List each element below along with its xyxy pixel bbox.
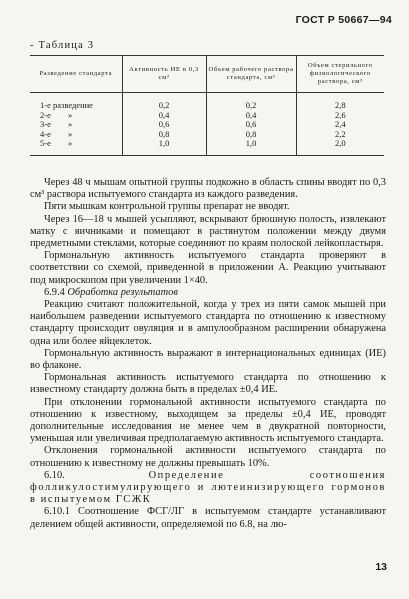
dilution-number: 5-е [40,138,51,148]
dilution-number: 3-е [40,119,51,129]
dilution-number: 4-е [40,128,51,139]
paragraph: Отклонения гормональной активности испытуемого стандарта по отношению к известному не должны превышать 10%. [30,445,386,469]
working-volume-cell: 1,0 [206,139,296,155]
working-volume-cell: 0,4 [206,111,296,121]
column-header-dilution: Разведение стандарта [30,56,122,93]
saline-volume-cell: 2,8 [296,93,384,111]
paragraph: Гормональную активность испытуемого стандарта проверяют в соответствии со схемой, приведенной в приложении А. Реакцию учитывают под микроскопом при увеличении 1×40. [30,250,386,286]
working-volume-cell: 0,6 [206,120,296,130]
paragraph: Реакцию считают положительной, когда у трех из пяти самок мышей при наибольшем разведении испытуемого стандарта по отношению к известному стандарту происходит овуляция и в ампулообразном расширении обнаружена одна или более яйцеклеток. [30,299,386,347]
table-caption-text: Таблица 3 [38,40,95,51]
ditto-mark: » [68,138,73,148]
paragraph: Через 48 ч мышам опытной группы подкожно в область спины вводят по 0,3 см³ раствора испытуемого стандарта из каждого разведения. [30,177,386,201]
standard-code: ГОСТ Р 50667—94 [295,14,392,26]
saline-volume-cell: 2,4 [296,120,384,130]
page-number: 13 [375,561,387,573]
activity-cell: 0,8 [122,130,206,140]
saline-volume-cell: 2,0 [296,139,384,155]
paragraph: 6.10.1 Соотношение ФСГ/ЛГ в испытуемом стандарте устанавливают делением общей активности, определяемой по 6.8, на лю- [30,506,386,530]
dilution-cell [30,139,122,155]
column-header-activity: Активность ИЕ в 0,3 см³ [122,56,206,93]
ditto-mark: » [68,119,73,129]
table-row [30,130,384,140]
table-row [30,120,384,130]
table-caption: - Таблица 3 [30,40,95,51]
body-text [30,177,386,531]
section-number: 6.9.4 [44,286,65,298]
column-header-saline-volume: Объем стерильного физиологического раствора, см³ [296,56,384,93]
dilution-cell: 1-е разведение [40,100,93,110]
table-row [30,139,384,155]
activity-cell: 0,6 [122,120,206,130]
section-heading-6-9-4 [30,287,386,299]
activity-cell: 0,4 [122,111,206,121]
dilution-number: 2-е [40,109,51,120]
table-row [30,93,384,111]
ditto-mark: » [68,109,73,120]
activity-cell: 0,2 [122,93,206,111]
paragraph: Через 16—18 ч мышей усыпляют, вскрывают брюшную полость, извлекают матку с яичниками и помещают в растянутом положении между двумя предметными стеклами, которые соединяют по краям полоской лейкопластыря. [30,213,386,250]
section-heading-6-10 [30,470,386,507]
paragraph: Гормональную активность выражают в интернациональных единицах (ИЕ) во флаконе. [30,347,386,372]
activity-cell: 1,0 [122,139,206,155]
section-title: Определение соотношения фолликулостимулирующего и лютеинизирующего гормонов в испытуемом ГСЖК [30,469,386,506]
table-header-row [30,56,384,93]
section-number: 6.10. [44,469,65,481]
dilution-table [30,55,384,156]
table-row [30,111,384,121]
working-volume-cell: 0,8 [206,130,296,140]
paragraph: Пяти мышкам контрольной группы препарат не вводят. [44,201,290,213]
column-header-working-volume: Объем рабочего раствора стандарта, см³ [206,56,296,93]
working-volume-cell: 0,2 [206,93,296,111]
ditto-mark: » [68,128,73,139]
paragraph: При отклонении гормональной активности испытуемого стандарта по отношению к известному, выходящем за пределы ±0,4 ИЕ, проводят дополнительные исследования не менее чем в двукратной повторности, уменьшая или увеличивая предполагаемую активность испытуемого стандарта. [30,396,386,445]
saline-volume-cell: 2,2 [296,130,384,140]
saline-volume-cell: 2,6 [296,111,384,121]
section-title: Обработка результатов [67,286,178,298]
paragraph: Гормональная активность испытуемого стандарта по отношению к известному стандарту должна быть в пределах ±0,4 ИЕ. [30,372,386,396]
